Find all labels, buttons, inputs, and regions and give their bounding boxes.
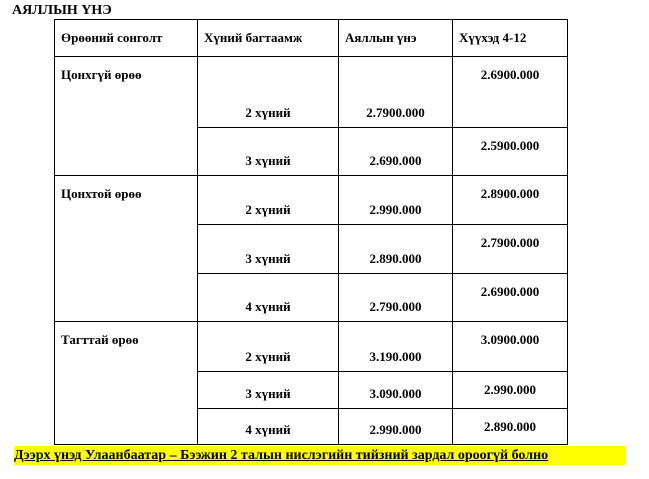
child-price-cell: 2.990.000: [453, 371, 568, 408]
capacity-cell: 2 хүний: [198, 57, 339, 127]
trip-price-cell: 2.890.000: [339, 224, 453, 273]
table-row: [55, 175, 568, 224]
price-table: [54, 19, 568, 445]
capacity-cell: 4 хүний: [198, 408, 339, 444]
child-price-cell: 3.0900.000: [453, 322, 568, 371]
table-row: [55, 57, 568, 127]
capacity-cell: 3 хүний: [198, 127, 339, 175]
child-price-cell: 2.7900.000: [453, 224, 568, 273]
child-price-cell: 2.5900.000: [453, 127, 568, 175]
trip-price-cell: 2.990.000: [339, 175, 453, 224]
child-price-cell: 2.8900.000: [453, 175, 568, 224]
capacity-cell: 3 хүний: [198, 224, 339, 273]
capacity-cell: 2 хүний: [198, 175, 339, 224]
trip-price-cell: 3.190.000: [339, 322, 453, 371]
header-capacity: Хүний багтаамж: [198, 20, 339, 57]
trip-price-cell: 2.690.000: [339, 127, 453, 175]
table-header-row: [55, 20, 568, 57]
trip-price-cell: 3.090.000: [339, 371, 453, 408]
table-row: [55, 322, 568, 371]
room-type-cell: Цонхтой өрөө: [55, 175, 198, 322]
room-type-cell: Цонхгүй өрөө: [55, 57, 198, 176]
child-price-cell: 2.6900.000: [453, 57, 568, 127]
trip-price-cell: 2.790.000: [339, 274, 453, 322]
trip-price-cell: 2.7900.000: [339, 57, 453, 127]
trip-price-cell: 2.990.000: [339, 408, 453, 444]
room-type-cell: Тагттай өрөө: [55, 322, 198, 445]
child-price-cell: 2.6900.000: [453, 274, 568, 322]
capacity-cell: 4 хүний: [198, 274, 339, 322]
child-price-cell: 2.890.000: [453, 408, 568, 444]
document-title: АЯЛЛЫН ҮНЭ: [12, 3, 112, 18]
header-room-option: Өрөөний сонголт: [55, 20, 198, 57]
capacity-cell: 3 хүний: [198, 371, 339, 408]
footer-note: Дээрх үнэд Улаанбаатар – Бээжин 2 талын нислэгийн тийзний зардал ороогүй болно: [14, 446, 625, 465]
capacity-cell: 2 хүний: [198, 322, 339, 371]
header-trip-price: Аяллын үнэ: [339, 20, 453, 57]
header-child-price: Хүүхэд 4-12: [453, 20, 568, 57]
